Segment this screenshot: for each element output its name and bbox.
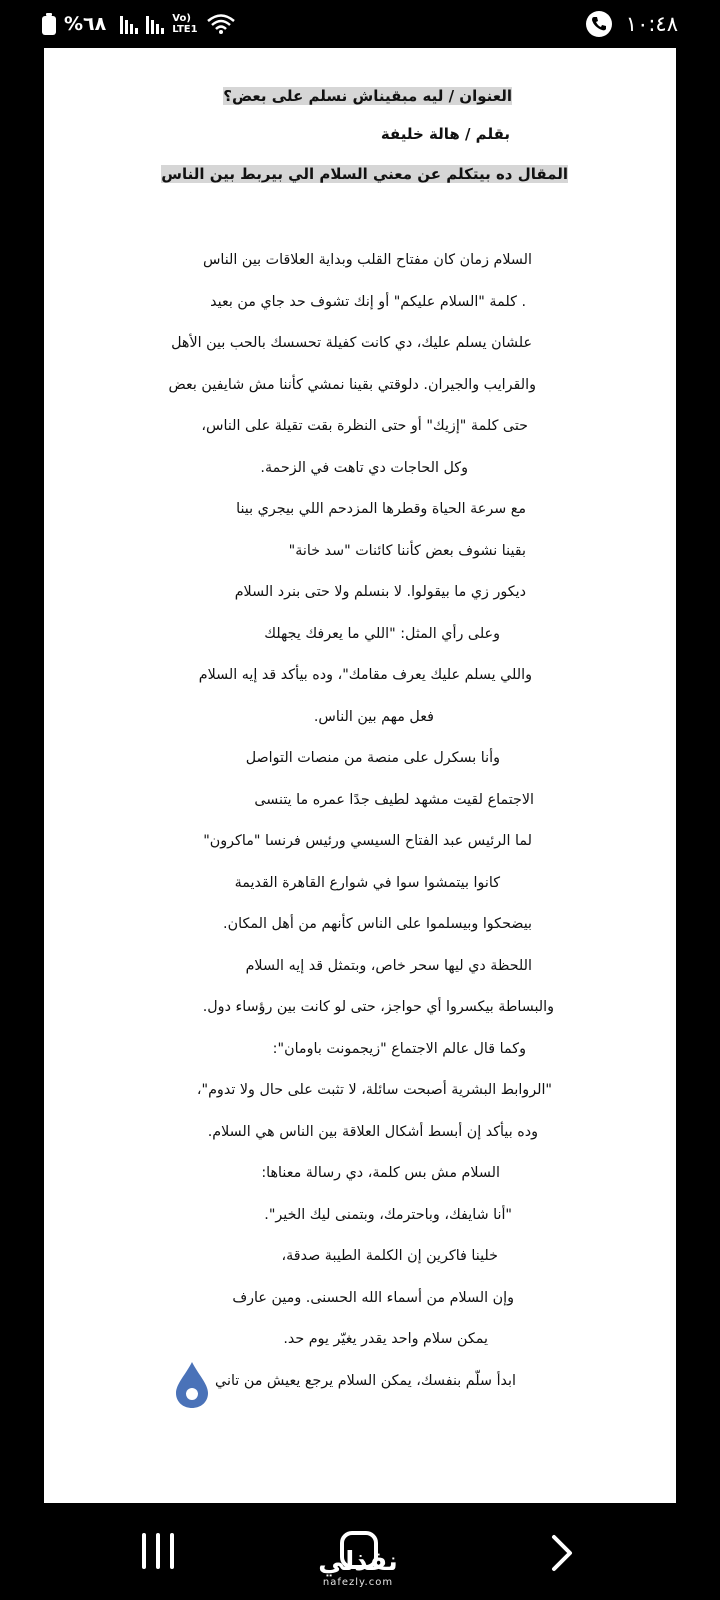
body-line: بيضحكوا وبيسلموا على الناس كأنهم من أهل المكان. [223,916,532,932]
lte-indicator [172,13,197,35]
status-left [42,12,236,36]
body-line: بقينا نشوف بعض كأننا كائنات "سد خانة" [288,542,526,559]
body-line: والبساطة بيكسروا أي حواجز، حتى لو كانت بين رؤساء دول. [202,999,554,1015]
body-line: وكما قال عالم الاجتماع "زيجمونت باومان": [272,1040,526,1057]
body-line: . كلمة "السلام عليكم" أو إنك تشوف حد جاي من بعيد [210,293,526,310]
body-line: وكل الحاجات دي تاهت في الزحمة. [260,459,468,476]
status-time: ١٠:٤٨ [625,12,678,36]
article-body [44,240,676,1402]
body-line: وده بيأكد إن أبسط أشكال العلاقة بين الناس هي السلام. [207,1123,538,1140]
body-line: مع سرعة الحياة وقطرها المزدحم اللي بيجري بينا [236,501,526,517]
body-line: خلينا فاكرين إن الكلمة الطيبة صدقة، [281,1248,498,1264]
signal-icon [146,14,164,34]
body-line: وعلى رأي المثل: "اللي ما يعرفك يجهلك [264,625,500,642]
summary-text: المقال ده بيتكلم عن معني السلام الي بيربط بين الناس [161,165,568,183]
watermark-logo: نفذلي [318,1547,398,1577]
watermark-url: nafezly.com [322,1577,394,1588]
body-line: "الروابط البشرية أصبحت سائلة، لا تثبت على حال ولا تدوم"، [196,1082,552,1098]
wifi-icon [206,12,236,36]
body-line: السلام مش بس كلمة، دي رسالة معناها: [261,1165,500,1181]
body-line: ديكور زي ما بيقولوا. لا بنسلم ولا حتى بنرد السلام [234,584,526,600]
body-line: يمكن سلام واحد يقدر يغيّر يوم حد. [283,1331,488,1347]
document-page[interactable] [44,48,676,1503]
body-line: لما الرئيس عبد الفتاح السيسي ورئيس فرنسا "ماكرون" [203,833,532,849]
navigation-bar [0,1503,720,1600]
author-line [379,120,512,148]
body-line: "أنا شايفك، وباحترمك، وبتمنى ليك الخير". [264,1206,512,1223]
battery-percent: %٦٨ [64,13,107,35]
call-icon [586,11,612,37]
body-line: والقرايب والجيران. دلوقتي بقينا نمشي كأننا مش شايفين بعض [168,376,536,393]
watermark [312,1547,404,1589]
status-right [586,10,678,38]
battery-icon [42,13,56,35]
signal-icon [120,14,138,34]
body-line: ابدأ سلّم بنفسك، يمكن السلام يرجع يعيش من تاني [215,1372,516,1389]
network-top: Vo) [172,13,191,24]
body-line: علشان يسلم عليك، دي كانت كفيلة تحسسك بالحب بين الأهل [171,335,532,351]
recent-apps-icon[interactable] [142,1533,176,1569]
author-text: بقلم / هالة خليفة [380,125,510,143]
body-line: كانوا بيتمشوا سوا في شوارع القاهرة القديمة [234,874,500,891]
body-line: حتى كلمة "إزيك" أو حتى النظرة بقت تقيلة على الناس، [201,418,528,434]
body-line: واللي يسلم عليك يعرف مقامك"، وده بيأكد قد إيه السلام [198,667,532,683]
body-line: السلام زمان كان مفتاح القلب وبداية العلاقات بين الناس [202,252,532,268]
drop-icon [172,1360,212,1410]
body-line: وإن السلام من أسماء الله الحسنى. ومين عارف [232,1289,514,1306]
title-text: العنوان / ليه مبقيناش نسلم على بعض؟ [223,87,512,105]
body-line: اللحظة دي ليها سحر خاص، وبتمثل قد إيه السلام [245,957,532,974]
title-line [221,82,514,110]
summary-line [159,160,570,188]
body-line: فعل مهم بين الناس. [313,708,434,725]
status-bar [0,0,720,48]
network-bottom: LTE1 [172,24,198,35]
back-icon[interactable] [548,1533,576,1573]
body-line: الاجتماع لقيت مشهد لطيف جدًا عمره ما يتنسى [254,791,534,808]
body-line: وأنا بسكرل على منصة من منصات التواصل [245,750,500,766]
